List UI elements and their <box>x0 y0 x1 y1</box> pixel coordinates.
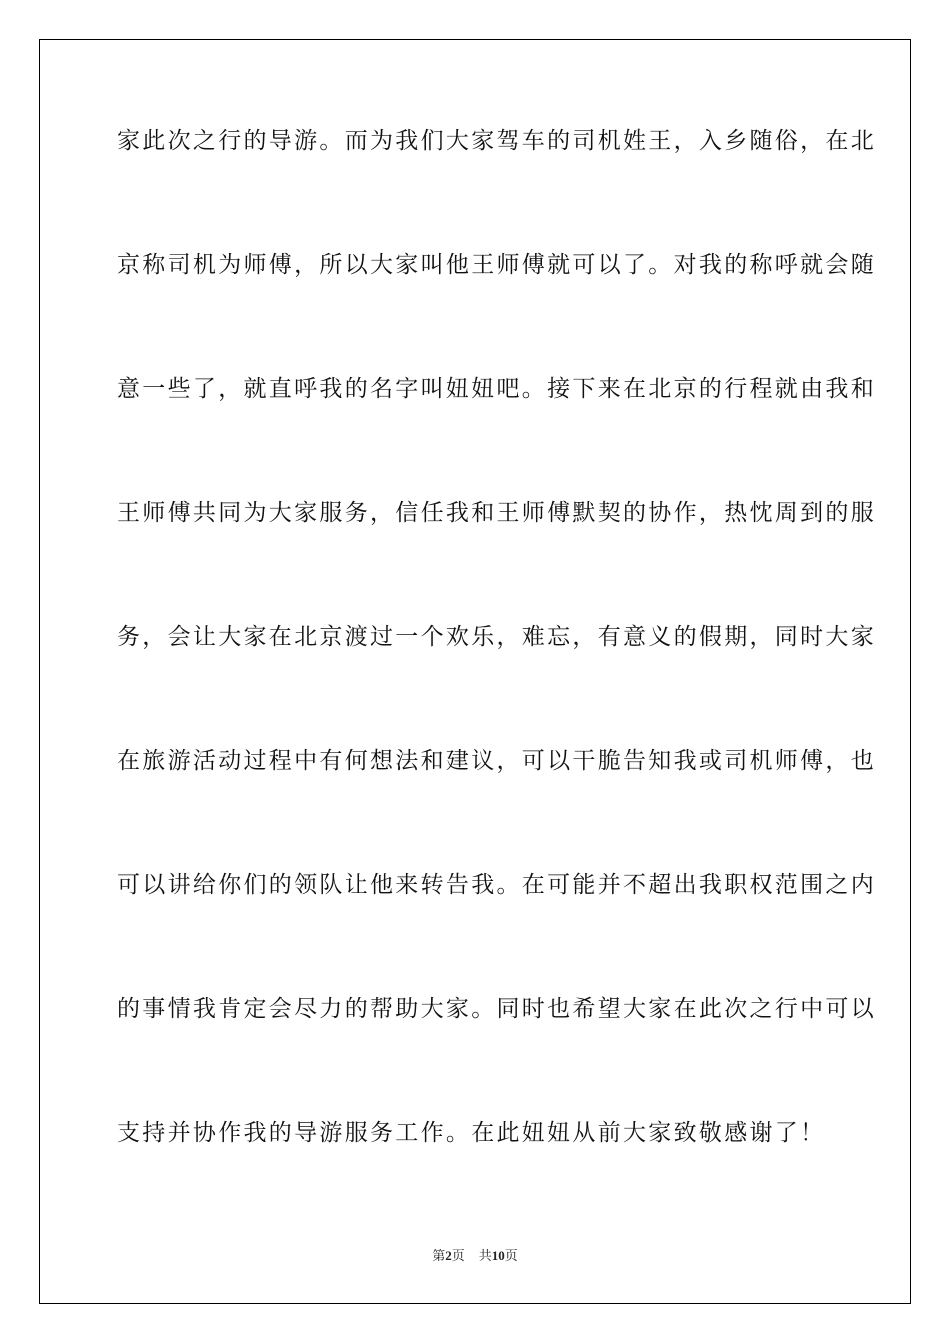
page-footer <box>0 1245 950 1264</box>
page-suffix: 页 <box>451 1248 465 1263</box>
text-line-4: 王师傅共同为大家服务，信任我和王师傅默契的协作，热忱周到的服 <box>117 500 876 526</box>
total-prefix: 共 <box>478 1248 492 1263</box>
text-line-9: 支持并协作我的导游服务工作。在此妞妞从前大家致敬感谢了！ <box>117 1120 826 1146</box>
text-line-2: 京称司机为师傅，所以大家叫他王师傅就可以了。对我的称呼就会随 <box>117 252 876 278</box>
page-number: 2 <box>445 1248 452 1263</box>
text-line-6: 在旅游活动过程中有何想法和建议，可以干脆告知我或司机师傅，也 <box>117 748 876 774</box>
page-border <box>39 39 911 1304</box>
text-line-1: 家此次之行的导游。而为我们大家驾车的司机姓王，入乡随俗，在北 <box>117 128 876 154</box>
total-pages: 10 <box>491 1248 505 1263</box>
total-suffix: 页 <box>504 1248 518 1263</box>
page-prefix: 第 <box>432 1248 446 1263</box>
text-line-3: 意一些了，就直呼我的名字叫妞妞吧。接下来在北京的行程就由我和 <box>117 376 876 402</box>
text-line-7: 可以讲给你们的领队让他来转告我。在可能并不超出我职权范围之内 <box>117 872 876 898</box>
text-line-8: 的事情我肯定会尽力的帮助大家。同时也希望大家在此次之行中可以 <box>117 996 876 1022</box>
text-line-5: 务，会让大家在北京渡过一个欢乐，难忘，有意义的假期，同时大家 <box>117 624 876 650</box>
